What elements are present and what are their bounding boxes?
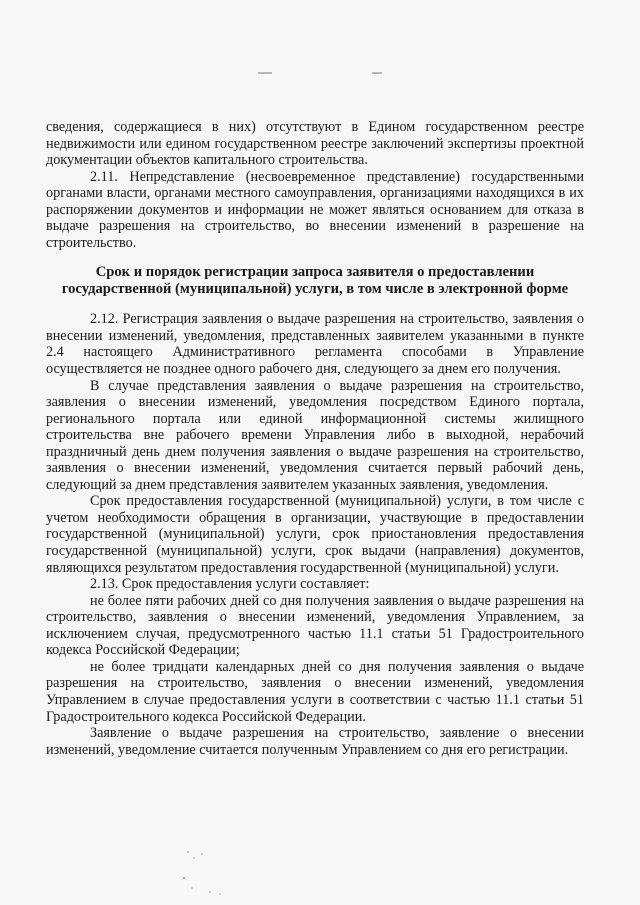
paragraph-2-12-portal: В случае представления заявления о выдаче разрешения на строительство, заявления о внесении изменений, уведомления посредством Единого портала, регионального портала или единой информационной системы жилищного строительства вне рабочего времени Управления либо в выходной, нерабочий праздничный день днем получения заявления о выдаче разрешения на строительство, заявления о внесении изменений, уведомления считается первый рабочий день, следующий за днем представления заявителем указанных заявления, уведомления. [46,377,584,493]
paragraph-2-13-five-days: не более пяти рабочих дней со дня получения заявления о выдаче разрешения на строительство, заявления о внесении изменений, уведомления Управлением, за исключением случая, предусмотренного частью 11.1 статьи 51 Градостроительного кодекса Российской Федерации; [46,592,584,659]
heading-line-1: Срок и порядок регистрации запроса заявителя о предоставлении [95,264,535,281]
section-heading [46,264,584,298]
paragraph-2-13-thirty-days: не более тридцати календарных дней со дня получения заявления о выдаче разрешения на строительство, заявления о внесении изменений, уведомления Управлением в случае предоставления услуги в соответствии с частью 11.1 статьи 51 Градостроительного кодекса Российской Федерации. [46,658,584,725]
paragraph-2-12: 2.12. Регистрация заявления о выдаче разрешения на строительство, заявления о внесении изменений, уведомления, представленных заявителем указанными в пункте 2.4 настоящего Административного регламента способами в Управление осуществляется не позднее одного рабочего дня, следующего за днем его получения. [46,311,584,378]
paragraph-2-11: 2.11. Непредставление (несвоевременное представление) государственными органами власти, органами местного самоуправления, организациями находящихся в их распоряжении документов и информации не может являться основанием для отказа в выдаче разрешения на строительство, во внесении изменений в разрешение на строительство. [46,168,584,251]
scan-specks [180,848,240,898]
document-body [46,119,584,758]
heading-line-2: государственной (муниципальной) услуги, в том числе в электронной форме [61,281,569,298]
scan-artifact [258,72,272,74]
paragraph-2-12-term: Срок предоставления государственной (муниципальной) услуги, в том числе с учетом необходимости обращения в организации, участвующие в предоставлении государственной (муниципальной) услуги, срок приостановления предоставления государственной (муниципальной) услуги, срок выдачи (направления) документов, являющихся результатом предоставления государственной (муниципальной) услуги. [46,493,584,576]
paragraph-2-13: 2.13. Срок предоставления услуги составляет: [90,576,370,593]
scan-artifact [372,72,382,74]
paragraph-intro: сведения, содержащиеся в них) отсутствуют в Едином государственном реестре недвижимости или едином государственном реестре заключений экспертизы проектной документации объектов капитального строительства. [46,119,584,169]
paragraph-2-13-registration: Заявление о выдаче разрешения на строительство, заявление о внесении изменений, уведомление считается полученным Управлением со дня его регистрации. [46,725,584,758]
